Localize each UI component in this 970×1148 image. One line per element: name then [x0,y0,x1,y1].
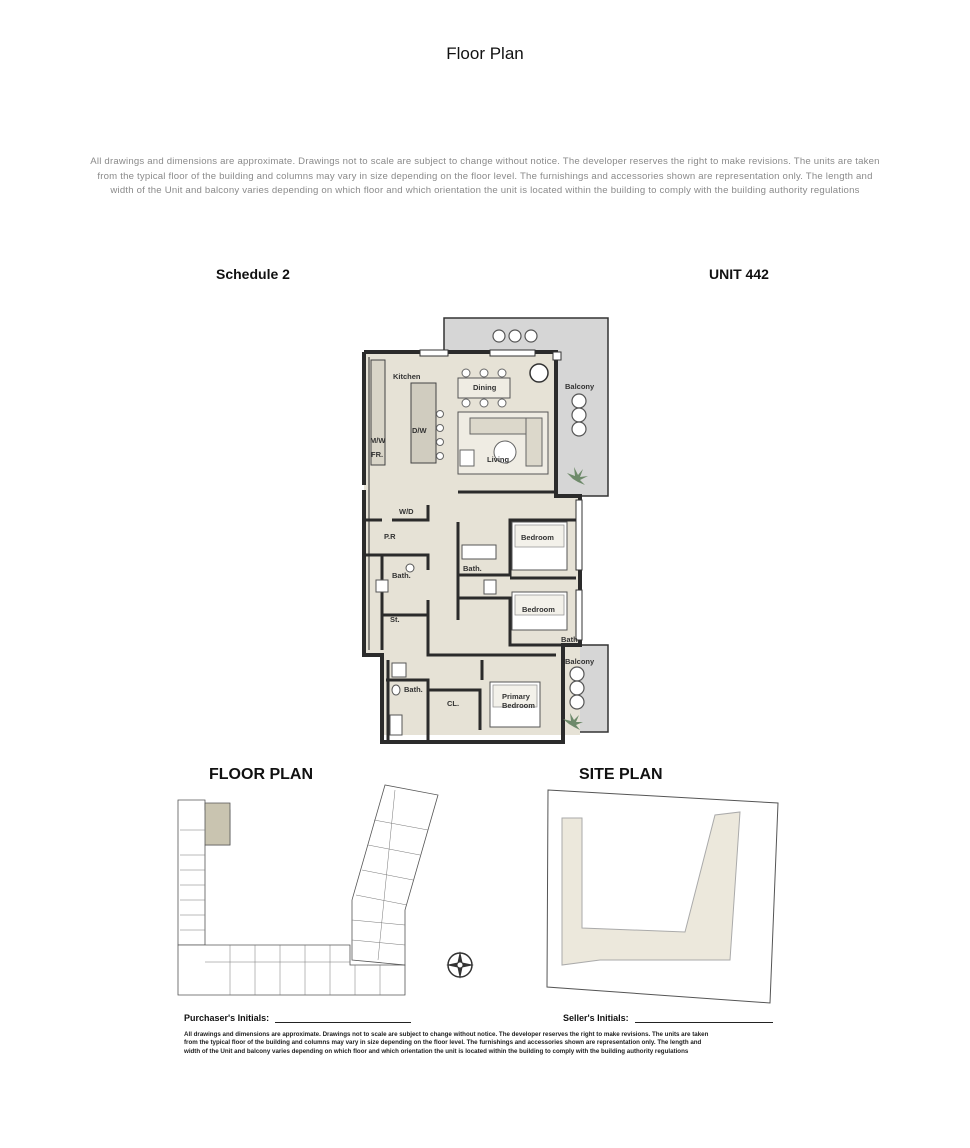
room-label-bath: Bath. [561,635,580,644]
highlighted-unit [205,803,230,845]
purchaser-initials-label: Purchaser's Initials: [184,1013,270,1023]
room-label-mw: M/W [370,436,386,445]
bathtub [462,545,496,559]
window [490,350,535,356]
window [576,590,582,640]
room-label-bedroom: Bedroom [521,533,554,542]
seller-initials-label: Seller's Initials: [563,1013,629,1023]
room-label-kitchen: Kitchen [393,372,421,381]
top-disclaimer-line: width of the Unit and balcony varies depending on which floor and which orientation the unit is located within the building to comply with the building authority regulations [110,185,860,196]
room-label-dw: D/W [412,426,427,435]
room-label-closet: CL. [447,699,460,708]
toilet [392,685,400,695]
room-label-storage: St. [390,615,400,624]
window [420,350,448,356]
room-label-bath: Bath. [463,564,482,573]
seller-initials [563,1013,773,1023]
room-label-balcony: Balcony [565,382,595,391]
unit-number: UNIT 442 [709,266,769,282]
room-label-wd: W/D [399,507,414,516]
shower [392,663,406,677]
top-disclaimer-line: from the typical floor of the building and columns may vary in size depending on the floor level. The furnishings and accessories shown are representation only. The length and [97,170,873,182]
unit-floor-plan [355,310,620,750]
room-label-bedroom: Bedroom [522,605,555,614]
schedule-label: Schedule 2 [216,266,290,282]
site-plan-heading: SITE PLAN [579,766,663,783]
compass-rose-icon [446,951,474,979]
room-label-balcony: Balcony [565,657,595,666]
vanity [484,580,496,594]
bottom-disclaimer-line: from the typical floor of the building and columns may vary in size depending on the floor level. The furnishings and accessories shown are representation only. The length and [184,1039,702,1047]
room-label-pr: P.R [384,532,396,541]
site-plan [540,780,785,1010]
vanity [376,580,388,592]
seller-initials-line[interactable] [635,1013,773,1023]
bottom-disclaimer [184,1031,824,1056]
armchair [460,450,474,466]
room-label-fr: FR. [371,450,384,459]
room-label-living: Living [487,455,510,464]
room-label-primary: Primary [502,692,530,701]
bottom-disclaimer-line: width of the Unit and balcony varies depending on which floor and which orientation the unit is located within the building to comply with the building authority regulations [184,1047,689,1055]
top-disclaimer [40,155,930,199]
page-title: Floor Plan [446,44,524,63]
purchaser-initials [184,1013,411,1023]
room-label-primary-bedroom: Bedroom [502,701,535,710]
bottom-disclaimer-line: All drawings and dimensions are approximate. Drawings not to scale are subject to change without notice. The developer reserves the right to make revisions. The units are taken [184,1031,709,1038]
room-label-dining: Dining [473,383,497,392]
window [553,352,561,360]
top-disclaimer-line: All drawings and dimensions are approximate. Drawings not to scale are subject to change without notice. The developer reserves the right to make revisions. The units are taken [90,156,880,167]
sofa-return [526,418,542,466]
vanity [390,715,402,735]
room-label-bath: Bath. [404,685,423,694]
kitchen-island [411,383,436,463]
bed [512,522,567,570]
purchaser-initials-line[interactable] [275,1013,411,1023]
window [576,500,582,570]
round-table [530,364,548,382]
building-key-plan [170,780,500,1005]
floor-plan-heading: FLOOR PLAN [209,766,313,783]
room-label-bath: Bath. [392,571,411,580]
